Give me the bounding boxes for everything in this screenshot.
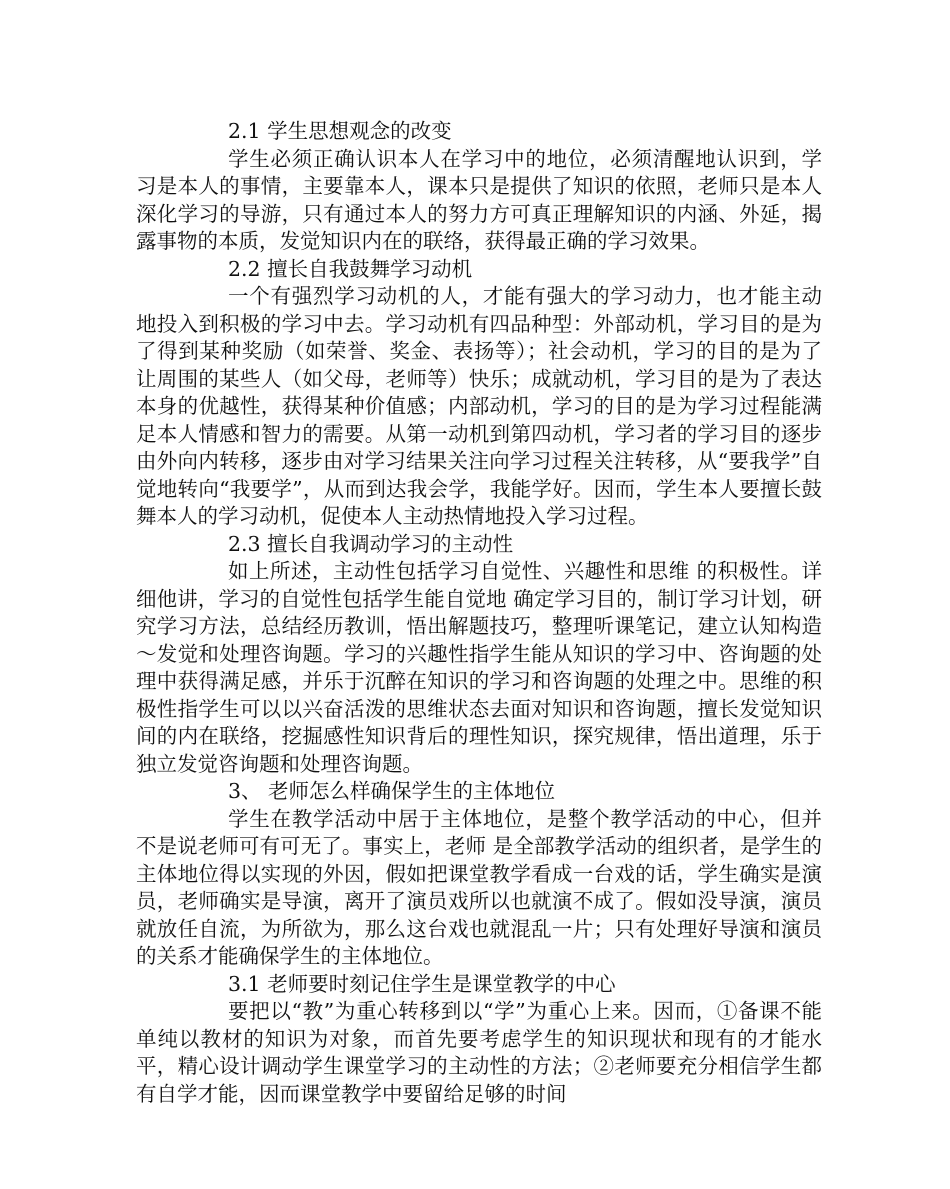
section-heading-3: 3、 老师怎么样确保学生的主体地位 [228, 779, 556, 803]
section-heading-2-1: 2.1 学生思想观念的改变 [228, 119, 452, 143]
document-body [136, 118, 822, 1108]
paragraph-student-role: 学生必须正确认识本人在学习中的地位，必须清醒地认识到，学习是本人的事情，主要靠本人，课本只是提供了知识的依照，老师只是本人深化学习的导游，只有通过本人的努力方可真正理解知识的内涵、外延，揭露事物的本质，发觉知识内在的联络，获得最正确的学习效果。 [136, 146, 822, 253]
paragraph-student-centered: 要把以“教”为重心转移到以“学”为重心上来。因而，①备课不能单纯以教材的知识为对象，而首先要考虑学生的知识现状和现有的才能水平，精心设计调动学生课堂学习的主动性的方法；②老师要充分相信学生都有自学才能，因而课堂教学中要留给足够的时间 [136, 999, 822, 1106]
section-heading-2-2: 2.2 擅长自我鼓舞学习动机 [228, 256, 473, 281]
section-heading-2-3: 2.3 擅长自我调动学习的主动性 [228, 531, 514, 556]
paragraph-teacher-role: 学生在教学活动中居于主体地位，是整个教学活动的中心，但并不是说老师可有可无了。事实上，老师 是全部教学活动的组织者，是学生的主体地位得以实现的外因，假如把课堂教学看成一台戏的话，学生确实是演员，老师确实是导演，离开了演员戏所以也就演不成了。假如没导演，演员就放任自流，为所欲为，那么这台戏也就混乱一片；只有处理好导演和演员的关系才能确保学生的主体地位。 [136, 806, 822, 968]
section-heading-3-1: 3.1 老师要时刻记住学生是课堂教学的中心 [228, 971, 616, 996]
paragraph-learning-motivation: 一个有强烈学习动机的人，才能有强大的学习动力，也才能主动地投入到积极的学习中去。学习动机有四品种型：外部动机，学习目的是为了得到某种奖励（如荣誉、奖金、表扬等）；社会动机，学习的目的是为了让周围的某些人（如父母，老师等）快乐；成就动机，学习目的是为了表达本身的优越性，获得某种价值感；内部动机，学习的目的是为学习过程能满足本人情感和智力的需要。从第一动机到第四动机，学习者的学习目的逐步由外向内转移，逐步由对学习结果关注向学习过程关注转移，从“要我学”自觉地转向“我要学”，从而到达我会学，我能学好。因而，学生本人要擅长鼓舞本人的学习动机，促使本人主动热情地投入学习过程。 [136, 284, 822, 528]
paragraph-learning-initiative: 如上所述，主动性包括学习自觉性、兴趣性和思维 的积极性。详细他讲，学习的自觉性包括学生能自觉地 确定学习目的，制订学习计划，研究学习方法，总结经历教训，悟出解题技巧，整理听课笔记，建立认知构造～发觉和处理咨询题。学习的兴趣性指学生能从知识的学习中、咨询题的处理中获得满足感，并乐于沉醉在知识的学习和咨询题的处理之中。思维的积极性指学生可以以兴奋活泼的思维状态去面对知识和咨询题，擅长发觉知识间的内在联络，挖掘感性知识背后的理性知识，探究规律，悟出道理，乐于独立发觉咨询题和处理咨询题。 [136, 559, 822, 776]
